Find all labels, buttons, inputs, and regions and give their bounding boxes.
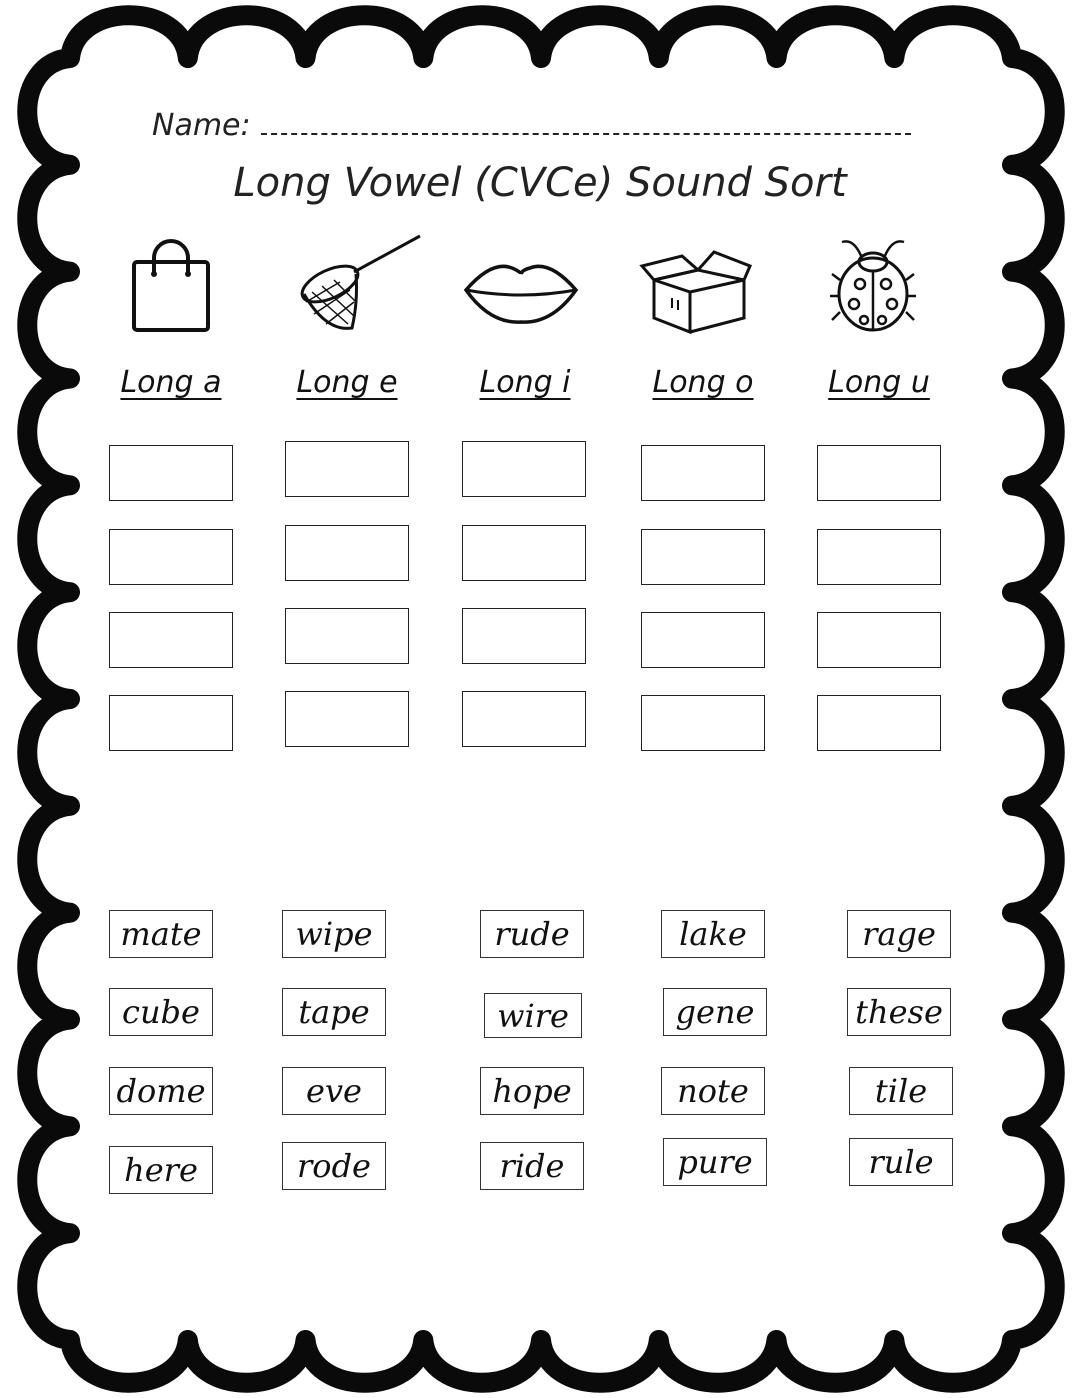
sort-box[interactable] [285,525,409,581]
sort-box[interactable] [462,525,586,581]
butterfly-net-icon [296,232,426,336]
sort-box[interactable] [109,529,233,585]
open-box-icon [638,246,756,336]
word-card[interactable]: here [109,1146,213,1194]
word-card[interactable]: ride [480,1142,584,1190]
word-card[interactable]: cube [109,988,213,1036]
word-card[interactable]: these [847,988,951,1036]
sort-box[interactable] [462,608,586,664]
page-title: Long Vowel (CVCe) Sound Sort [233,160,847,206]
word-card[interactable]: rule [849,1138,953,1186]
word-card[interactable]: lake [661,910,765,958]
word-card[interactable]: pure [663,1138,767,1186]
column-label-long-u: Long u [828,365,930,400]
word-card[interactable]: mate [109,910,213,958]
sort-box[interactable] [817,445,941,501]
sort-box[interactable] [817,695,941,751]
word-card[interactable]: gene [663,988,767,1036]
word-card[interactable]: hope [480,1067,584,1115]
sort-box[interactable] [285,691,409,747]
word-card[interactable]: note [661,1067,765,1115]
sort-box[interactable] [641,612,765,668]
word-card[interactable]: rage [847,910,951,958]
sort-box[interactable] [285,608,409,664]
word-card[interactable]: dome [109,1067,213,1115]
lips-icon [462,256,580,326]
sort-box[interactable] [109,445,233,501]
word-card[interactable]: rude [480,910,584,958]
word-card[interactable]: tape [282,988,386,1036]
name-label: Name: [152,108,251,143]
sort-box[interactable] [641,695,765,751]
name-field[interactable] [261,111,911,135]
sort-box[interactable] [109,612,233,668]
word-card[interactable]: rode [282,1142,386,1190]
sort-box[interactable] [817,612,941,668]
word-card[interactable]: wipe [282,910,386,958]
name-row [152,108,911,143]
sort-box[interactable] [641,445,765,501]
shopping-bag-icon [128,238,214,336]
word-card[interactable]: wire [484,993,582,1038]
column-label-long-i: Long i [479,365,571,400]
sort-box[interactable] [817,529,941,585]
ladybug-icon [828,232,918,336]
sort-box[interactable] [109,695,233,751]
sort-box[interactable] [285,441,409,497]
column-label-long-o: Long o [652,365,754,400]
word-card[interactable]: eve [282,1067,386,1115]
column-label-long-e: Long e [296,365,398,400]
sort-box[interactable] [641,529,765,585]
sort-box[interactable] [462,691,586,747]
word-card[interactable]: tile [849,1067,953,1115]
column-label-long-a: Long a [120,365,222,400]
sort-box[interactable] [462,441,586,497]
